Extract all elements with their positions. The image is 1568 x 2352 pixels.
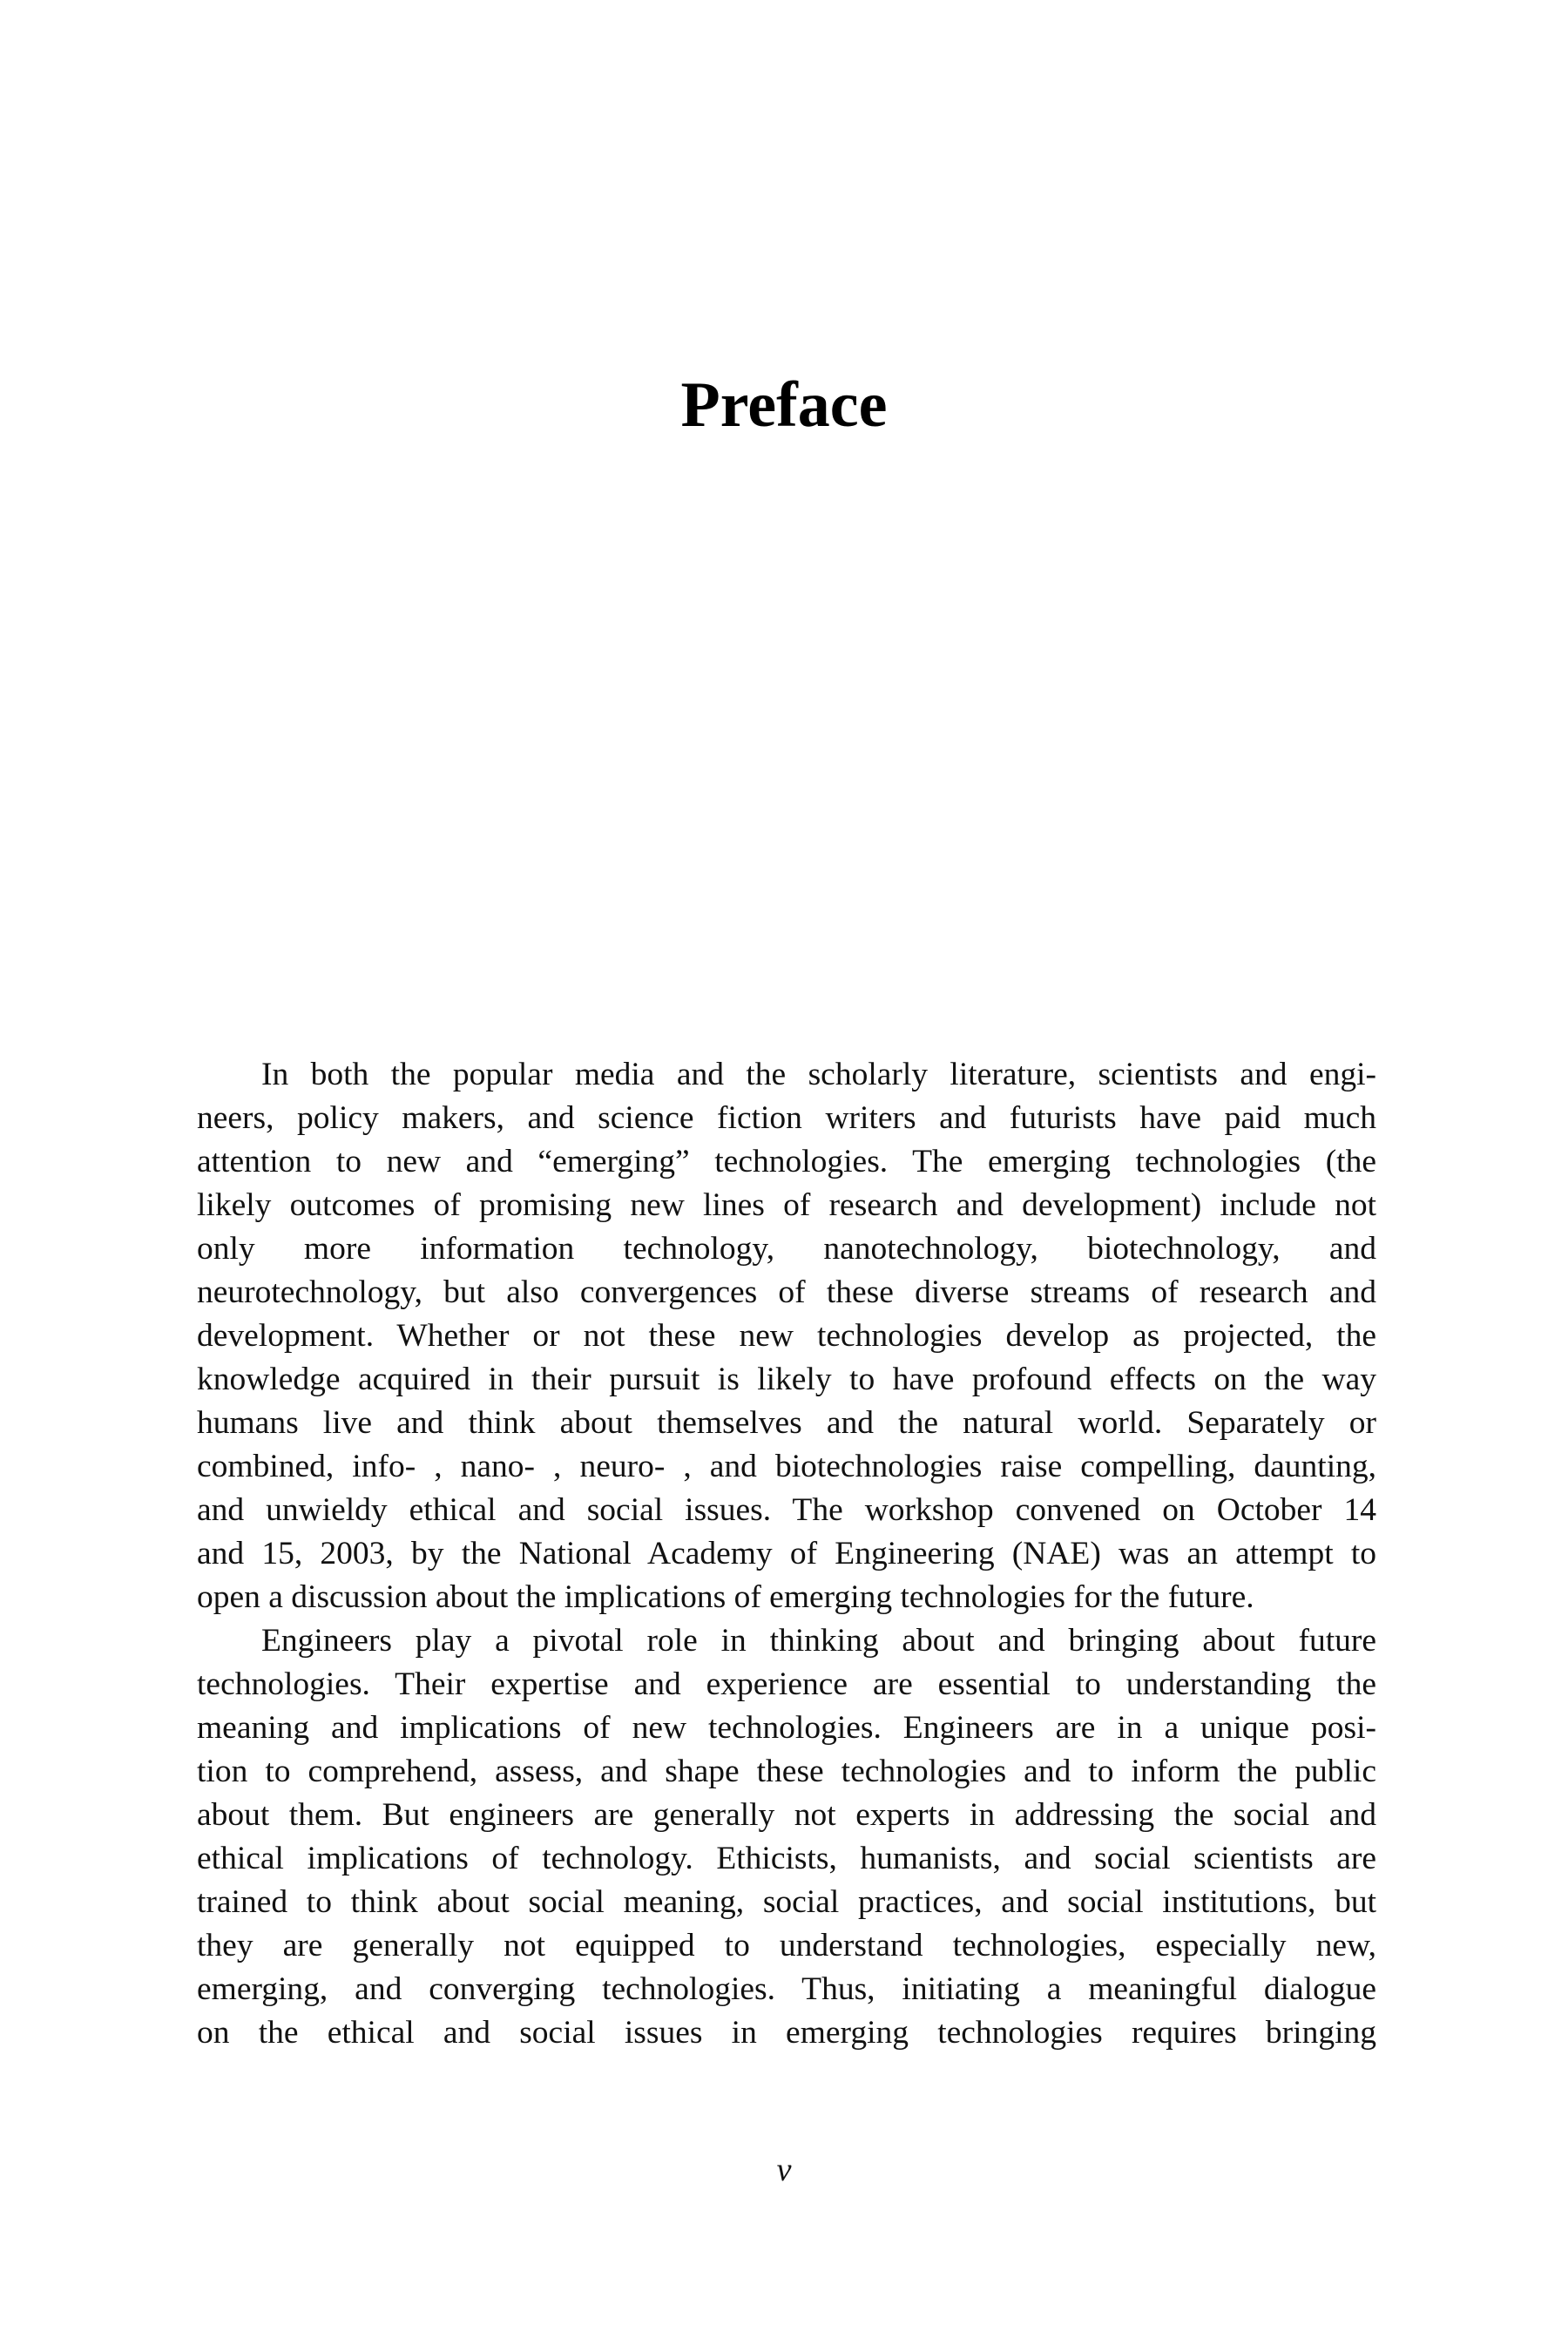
text-line: neers, policy makers, and science fiction writers and futurists have paid much [197, 1100, 1376, 1136]
text-line: trained to think about social meaning, social practices, and social institutions, but [197, 1884, 1376, 1920]
text-line: knowledge acquired in their pursuit is likely to have profound effects on the way [197, 1362, 1376, 1397]
page-title: Preface [680, 369, 888, 441]
text-line: emerging, and converging technologies. Thus, initiating a meaningful dialogue [197, 1971, 1376, 2007]
text-line: Engineers play a pivotal role in thinking about and bringing about future [261, 1623, 1376, 1659]
text-line: ethical implications of technology. Ethicists, humanists, and social scientists are [197, 1841, 1376, 1876]
text-line: In both the popular media and the scholarly literature, scientists and engi- [261, 1057, 1376, 1092]
text-line: on the ethical and social issues in emerging technologies requires bringing [197, 2015, 1376, 2051]
text-line: likely outcomes of promising new lines of research and development) include not [197, 1187, 1376, 1223]
text-line: neurotechnology, but also convergences of these diverse streams of research and [197, 1274, 1376, 1310]
text-line: and 15, 2003, by the National Academy of Engineering (NAE) was an attempt to [197, 1536, 1376, 1571]
text-line: development. Whether or not these new technologies develop as projected, the [197, 1318, 1376, 1354]
text-line: only more information technology, nanotechnology, biotechnology, and [197, 1231, 1376, 1267]
text-line: meaning and implications of new technologies. Engineers are in a unique posi- [197, 1710, 1376, 1746]
text-line: humans live and think about themselves and the natural world. Separately or [197, 1405, 1376, 1441]
text-line: technologies. Their expertise and experience are essential to understanding the [197, 1666, 1376, 1702]
text-line: attention to new and “emerging” technologies. The emerging technologies (the [197, 1144, 1376, 1179]
text-line: combined, info- , nano- , neuro- , and biotechnologies raise compelling, daunting, [197, 1449, 1376, 1484]
page-number: v [776, 2152, 792, 2188]
text-line: about them. But engineers are generally not experts in addressing the social and [197, 1797, 1376, 1833]
preface-body [197, 1053, 1376, 2055]
text-line: tion to comprehend, assess, and shape these technologies and to inform the public [197, 1754, 1376, 1789]
text-line: and unwieldy ethical and social issues. The workshop convened on October 14 [197, 1492, 1376, 1528]
paragraph-2 [197, 1619, 1376, 2055]
text-line: they are generally not equipped to understand technologies, especially new, [197, 1928, 1376, 1963]
paragraph-1 [197, 1053, 1376, 1619]
text-line: open a discussion about the implications of emerging technologies for the future. [197, 1579, 1254, 1615]
